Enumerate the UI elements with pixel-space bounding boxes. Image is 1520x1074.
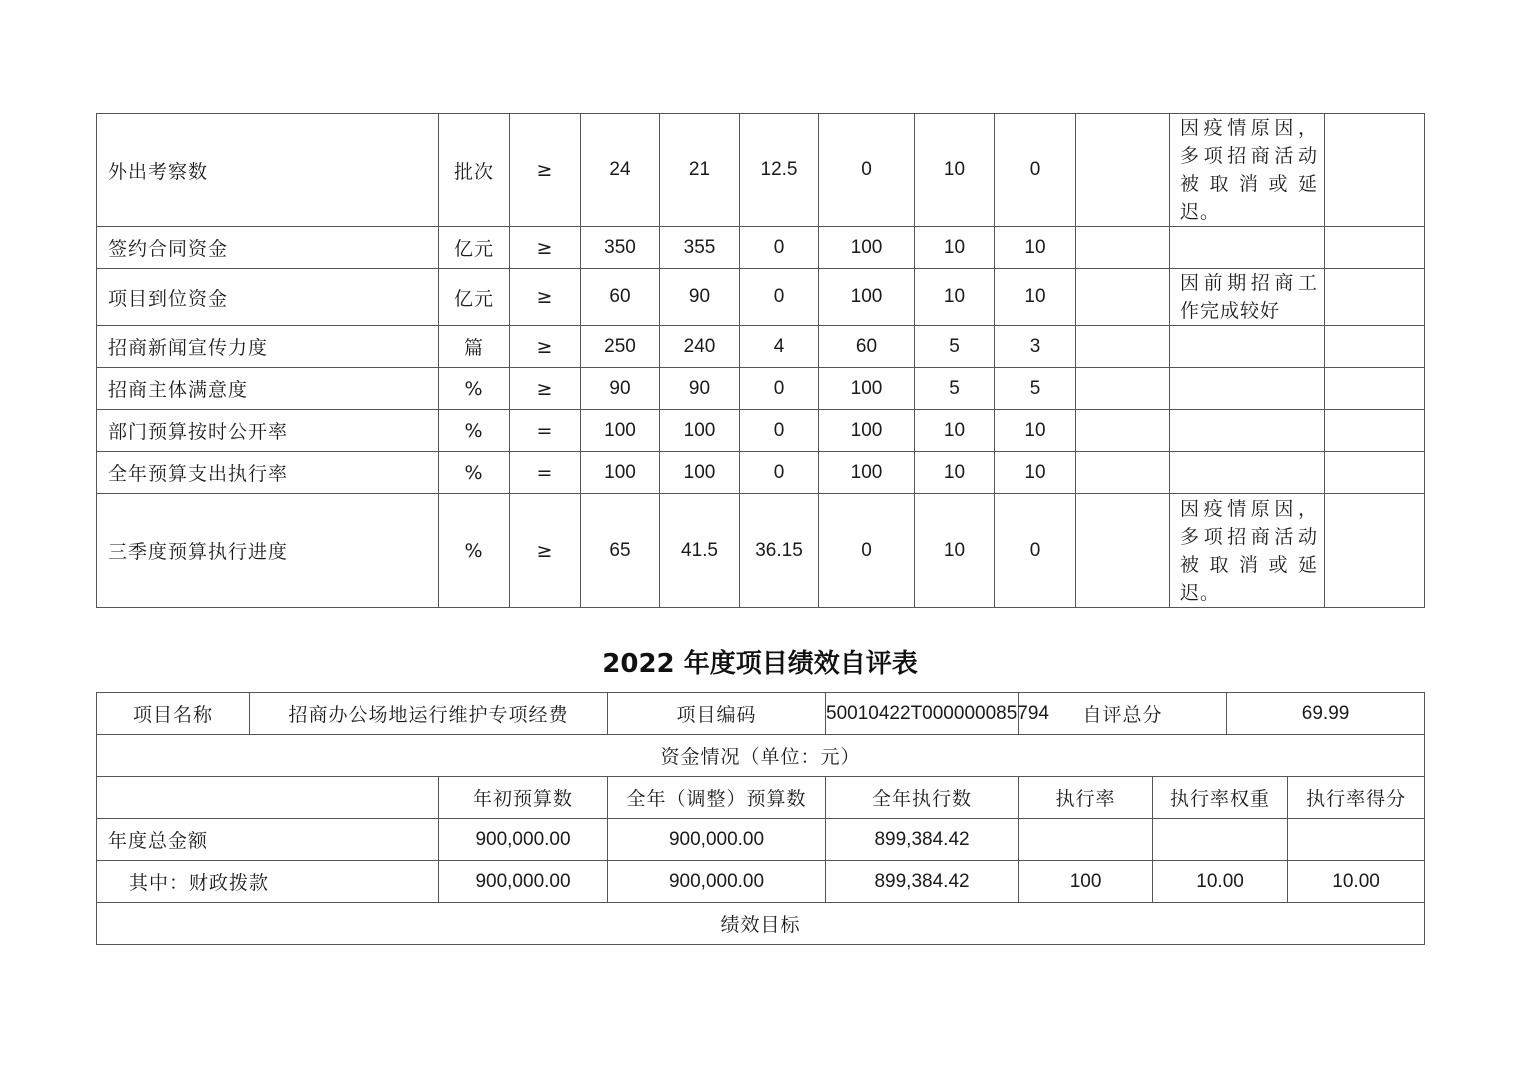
- funds-initial-budget: 900,000.00: [439, 819, 608, 861]
- indicator-unit: %: [439, 494, 510, 608]
- indicator-score: 10: [995, 269, 1076, 326]
- indicator-extra: [1325, 368, 1425, 410]
- indicator-weight: 5: [915, 368, 995, 410]
- funds-header-exec-rate: 执行率: [1019, 777, 1153, 819]
- indicator-actual: 90: [660, 368, 740, 410]
- project-code-value: 50010422T000000085794: [826, 693, 1019, 735]
- indicator-completion-rate: 100: [819, 227, 915, 269]
- indicator-blank: [1076, 269, 1170, 326]
- indicator-weight: 10: [915, 114, 995, 227]
- indicator-score: 0: [995, 494, 1076, 608]
- funds-rate-score: [1288, 819, 1425, 861]
- indicator-blank: [1076, 368, 1170, 410]
- indicator-unit: %: [439, 368, 510, 410]
- indicator-target: 250: [581, 326, 660, 368]
- funds-header-initial-budget: 年初预算数: [439, 777, 608, 819]
- funds-header-rate-score: 执行率得分: [1288, 777, 1425, 819]
- indicator-operator: =: [510, 410, 581, 452]
- funds-header-adjusted-budget: 全年（调整）预算数: [608, 777, 826, 819]
- indicator-blank: [1076, 326, 1170, 368]
- funds-row-label: 其中：财政拨款: [97, 861, 439, 903]
- project-code-label: 项目编码: [608, 693, 826, 735]
- indicator-name: 招商主体满意度: [97, 368, 439, 410]
- indicator-blank: [1076, 410, 1170, 452]
- indicator-name: 三季度预算执行进度: [97, 494, 439, 608]
- indicator-blank: [1076, 227, 1170, 269]
- self-evaluation-table: [96, 692, 1425, 945]
- indicator-score: 0: [995, 114, 1076, 227]
- indicator-operator: ≥: [510, 269, 581, 326]
- funds-adjusted-budget: 900,000.00: [608, 861, 826, 903]
- indicator-reason: [1170, 326, 1325, 368]
- indicator-blank: [1076, 114, 1170, 227]
- funds-initial-budget: 900,000.00: [439, 861, 608, 903]
- indicator-target: 60: [581, 269, 660, 326]
- indicator-unit: 亿元: [439, 227, 510, 269]
- funds-row-fiscal: [97, 861, 1425, 903]
- indicator-name: 全年预算支出执行率: [97, 452, 439, 494]
- indicator-operator: ≥: [510, 368, 581, 410]
- indicator-weight: 10: [915, 269, 995, 326]
- project-info-row: [97, 693, 1425, 735]
- indicator-row: [97, 114, 1425, 227]
- funds-section-row: [97, 735, 1425, 777]
- indicator-target: 65: [581, 494, 660, 608]
- funds-header-row: [97, 777, 1425, 819]
- indicator-deviation: 36.15: [740, 494, 819, 608]
- indicator-extra: [1325, 326, 1425, 368]
- indicator-deviation: 0: [740, 368, 819, 410]
- indicator-name: 招商新闻宣传力度: [97, 326, 439, 368]
- indicator-weight: 10: [915, 410, 995, 452]
- indicator-row: [97, 452, 1425, 494]
- indicator-operator: ≥: [510, 326, 581, 368]
- indicator-score: 10: [995, 227, 1076, 269]
- form-title: 2022 年度项目绩效自评表: [602, 649, 918, 679]
- funds-exec-rate: [1019, 819, 1153, 861]
- indicator-completion-rate: 100: [819, 452, 915, 494]
- indicator-name: 项目到位资金: [97, 269, 439, 326]
- indicator-completion-rate: 0: [819, 494, 915, 608]
- indicator-score: 10: [995, 452, 1076, 494]
- indicator-completion-rate: 0: [819, 114, 915, 227]
- indicator-target: 100: [581, 410, 660, 452]
- indicator-weight: 10: [915, 227, 995, 269]
- indicator-row: [97, 326, 1425, 368]
- funds-row-label: 年度总金额: [97, 819, 439, 861]
- indicator-completion-rate: 60: [819, 326, 915, 368]
- indicator-operator: ≥: [510, 494, 581, 608]
- funds-exec-rate: 100: [1019, 861, 1153, 903]
- indicator-operator: =: [510, 452, 581, 494]
- indicator-reason: 因前期招商工作完成较好: [1170, 269, 1325, 326]
- self-score-label: 自评总分: [1019, 693, 1227, 735]
- indicator-table: [96, 113, 1425, 608]
- funds-row-total: [97, 819, 1425, 861]
- indicator-name: 签约合同资金: [97, 227, 439, 269]
- funds-header-blank: [97, 777, 439, 819]
- indicator-operator: ≥: [510, 227, 581, 269]
- indicator-deviation: 0: [740, 269, 819, 326]
- indicator-actual: 100: [660, 410, 740, 452]
- indicator-reason: [1170, 410, 1325, 452]
- indicator-completion-rate: 100: [819, 269, 915, 326]
- indicator-deviation: 12.5: [740, 114, 819, 227]
- indicator-name: 部门预算按时公开率: [97, 410, 439, 452]
- indicator-blank: [1076, 452, 1170, 494]
- project-name-label: 项目名称: [97, 693, 250, 735]
- project-name-value: 招商办公场地运行维护专项经费: [250, 693, 608, 735]
- indicator-row: [97, 269, 1425, 326]
- indicator-operator: ≥: [510, 114, 581, 227]
- indicator-blank: [1076, 494, 1170, 608]
- indicator-deviation: 0: [740, 227, 819, 269]
- indicator-weight: 10: [915, 452, 995, 494]
- indicator-row: [97, 368, 1425, 410]
- indicator-score: 10: [995, 410, 1076, 452]
- indicator-actual: 355: [660, 227, 740, 269]
- funds-header-rate-weight: 执行率权重: [1153, 777, 1288, 819]
- indicator-extra: [1325, 452, 1425, 494]
- indicator-extra: [1325, 494, 1425, 608]
- indicator-unit: 篇: [439, 326, 510, 368]
- indicator-reason: [1170, 452, 1325, 494]
- indicator-actual: 21: [660, 114, 740, 227]
- indicator-row: [97, 227, 1425, 269]
- indicator-reason: 因疫情原因，多项招商活动被取消或延迟。: [1170, 494, 1325, 608]
- funds-rate-weight: [1153, 819, 1288, 861]
- funds-executed: 899,384.42: [826, 861, 1019, 903]
- indicator-extra: [1325, 269, 1425, 326]
- indicator-weight: 10: [915, 494, 995, 608]
- goals-row: [97, 903, 1425, 945]
- indicator-extra: [1325, 114, 1425, 227]
- indicator-deviation: 0: [740, 410, 819, 452]
- indicator-deviation: 0: [740, 452, 819, 494]
- indicator-weight: 5: [915, 326, 995, 368]
- funds-executed: 899,384.42: [826, 819, 1019, 861]
- indicator-target: 24: [581, 114, 660, 227]
- indicator-actual: 240: [660, 326, 740, 368]
- indicator-row: [97, 410, 1425, 452]
- indicator-reason: 因疫情原因，多项招商活动被取消或延迟。: [1170, 114, 1325, 227]
- funds-rate-weight: 10.00: [1153, 861, 1288, 903]
- indicator-name: 外出考察数: [97, 114, 439, 227]
- indicator-extra: [1325, 227, 1425, 269]
- funds-section-label: 资金情况（单位：元）: [97, 735, 1425, 777]
- indicator-extra: [1325, 410, 1425, 452]
- indicator-unit: 亿元: [439, 269, 510, 326]
- funds-adjusted-budget: 900,000.00: [608, 819, 826, 861]
- indicator-deviation: 4: [740, 326, 819, 368]
- self-score-value: 69.99: [1227, 693, 1425, 735]
- indicator-actual: 41.5: [660, 494, 740, 608]
- indicator-target: 100: [581, 452, 660, 494]
- indicator-target: 90: [581, 368, 660, 410]
- indicator-score: 3: [995, 326, 1076, 368]
- indicator-reason: [1170, 368, 1325, 410]
- indicator-target: 350: [581, 227, 660, 269]
- funds-header-executed: 全年执行数: [826, 777, 1019, 819]
- indicator-unit: %: [439, 452, 510, 494]
- goals-label: 绩效目标: [97, 903, 1425, 945]
- indicator-completion-rate: 100: [819, 410, 915, 452]
- funds-rate-score: 10.00: [1288, 861, 1425, 903]
- indicator-reason: [1170, 227, 1325, 269]
- indicator-completion-rate: 100: [819, 368, 915, 410]
- indicator-unit: %: [439, 410, 510, 452]
- indicator-actual: 100: [660, 452, 740, 494]
- indicator-row: [97, 494, 1425, 608]
- indicator-actual: 90: [660, 269, 740, 326]
- indicator-score: 5: [995, 368, 1076, 410]
- indicator-unit: 批次: [439, 114, 510, 227]
